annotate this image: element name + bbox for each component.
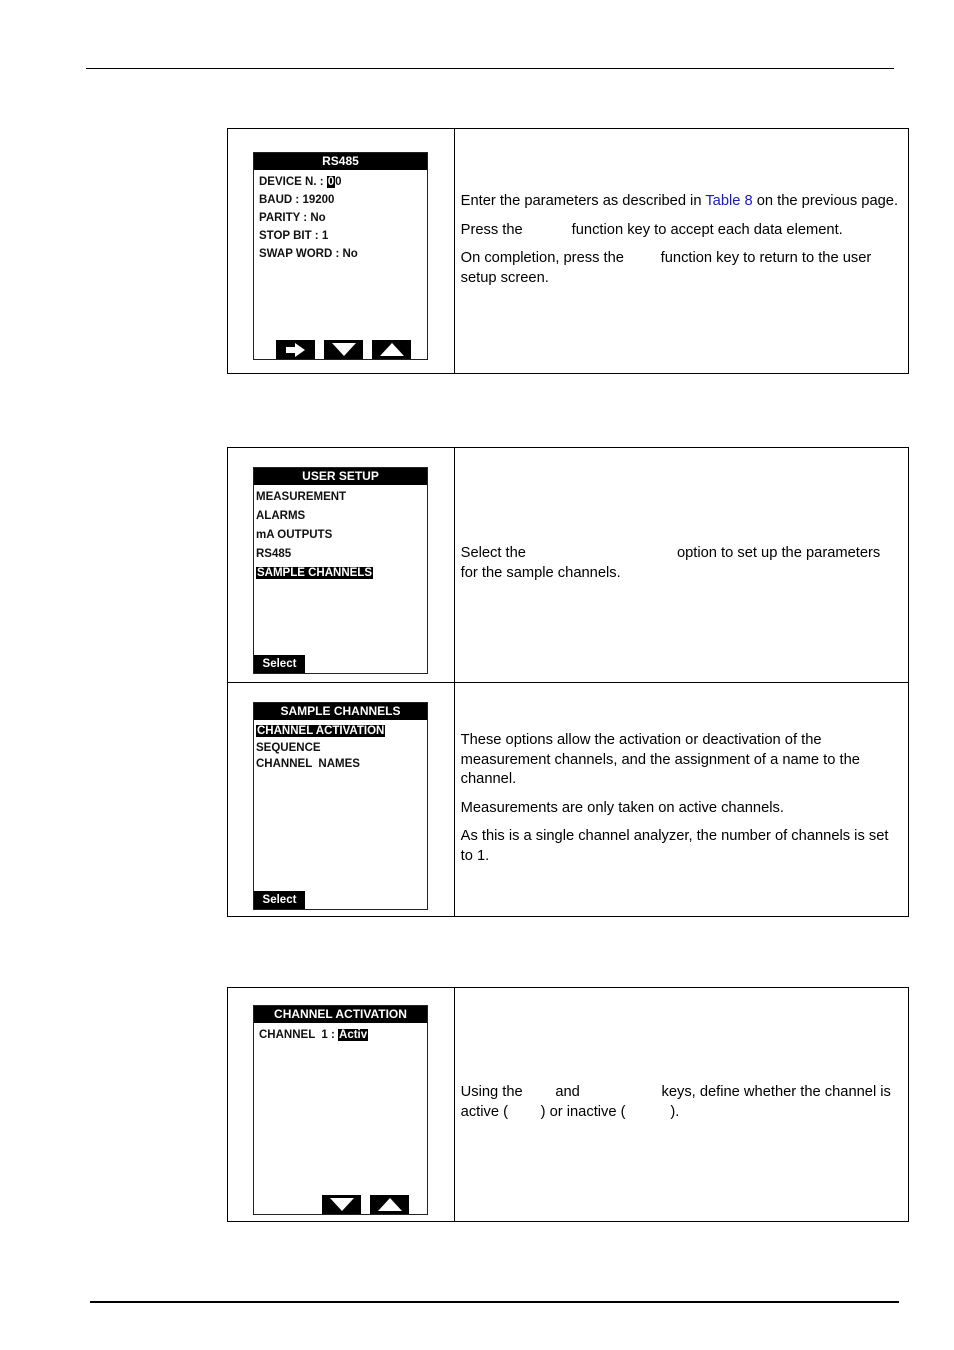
- sample-channels-lcd-screen: [253, 702, 428, 910]
- channel-activation-screen-cell: [228, 988, 455, 1222]
- channel-activation-text-cell: [454, 988, 908, 1222]
- right-arrow-icon: [286, 344, 306, 356]
- select-key[interactable]: Select: [254, 891, 305, 909]
- user-setup-instruction: Select the option to set up the parameters for the sample channels.: [460, 545, 885, 581]
- menu-item-alarms[interactable]: ALARMS: [256, 510, 306, 522]
- sample-channels-description-1: These options allow the activation or deactivation of the measurement channels, and the assignment of a name to the channel.: [460, 732, 860, 787]
- channel-1-line: [259, 1026, 424, 1044]
- lcd-title: USER SETUP: [254, 468, 427, 485]
- menu-item-sample-channels[interactable]: SAMPLE CHANNELS: [257, 567, 373, 579]
- down-arrow-key[interactable]: [324, 340, 363, 359]
- menu-item-sequence[interactable]: SEQUENCE: [256, 741, 321, 754]
- user-setup-screen-cell: [228, 448, 455, 683]
- rs485-instruction-3: On completion, press the function key to return to the user setup screen.: [460, 250, 876, 286]
- menu-item-channel-names[interactable]: CHANNEL NAMES: [256, 758, 360, 770]
- up-arrow-icon: [378, 1198, 402, 1211]
- user-setup-lcd-screen: [253, 467, 428, 674]
- user-setup-text-cell: [454, 448, 908, 683]
- down-arrow-icon: [330, 1198, 354, 1211]
- lcd-title: CHANNEL ACTIVATION: [254, 1006, 427, 1023]
- up-arrow-key[interactable]: [372, 340, 411, 359]
- lcd-line-swap-word: SWAP WORD : No: [259, 248, 358, 260]
- rs485-instruction-2: Press the function key to accept each data element.: [460, 221, 843, 238]
- up-arrow-key[interactable]: [370, 1195, 409, 1214]
- lcd-line-baud: BAUD : 19200: [259, 194, 335, 206]
- channel-1-label: CHANNEL 1 :: [259, 1029, 339, 1041]
- channel-activation-lcd-screen: [253, 1005, 428, 1215]
- down-arrow-key[interactable]: [322, 1195, 361, 1214]
- rs485-text-cell: [454, 129, 908, 374]
- sample-channels-text-cell: [454, 683, 908, 917]
- lcd-line-stop-bit: STOP BIT : 1: [259, 230, 329, 242]
- header-rule: [86, 68, 894, 69]
- lcd-title: RS485: [254, 153, 427, 170]
- down-arrow-icon: [332, 343, 356, 356]
- sample-channels-description-3: As this is a single channel analyzer, the number of channels is set to 1.: [460, 828, 889, 864]
- footer-rule: [90, 1301, 899, 1303]
- channel-activation-step-table: [227, 987, 909, 1222]
- right-arrow-key[interactable]: [276, 340, 315, 359]
- rs485-lcd-screen: [253, 152, 428, 360]
- menu-item-rs485[interactable]: RS485: [256, 548, 292, 560]
- menu-item-ma-outputs[interactable]: mA OUTPUTS: [256, 529, 333, 541]
- select-key[interactable]: Select: [254, 655, 305, 673]
- sample-channels-description-2: Measurements are only taken on active channels.: [460, 799, 784, 816]
- rs485-step-table: [227, 128, 909, 374]
- lcd-cursor: 0: [327, 176, 335, 188]
- rs485-screen-cell: [228, 129, 455, 374]
- lcd-line-device: DEVICE N. : 00: [259, 176, 342, 188]
- rs485-instruction-1: Enter the parameters as described in Table 8 on the previous page.: [460, 193, 899, 209]
- menu-item-channel-activation[interactable]: CHANNEL ACTIVATION: [257, 725, 385, 737]
- sample-channels-screen-cell: [228, 683, 455, 917]
- up-arrow-icon: [380, 343, 404, 356]
- lcd-title: SAMPLE CHANNELS: [254, 703, 427, 720]
- table-8-link[interactable]: Table 8: [705, 193, 753, 209]
- sample-channels-step-table: [227, 447, 909, 917]
- channel-1-value[interactable]: Activ: [339, 1029, 368, 1041]
- menu-item-measurement[interactable]: MEASUREMENT: [256, 491, 347, 503]
- lcd-line-parity: PARITY : No: [259, 212, 326, 224]
- channel-activation-instruction: Using the and keys, define whether the channel is active ( ) or inactive ( ).: [460, 1084, 895, 1120]
